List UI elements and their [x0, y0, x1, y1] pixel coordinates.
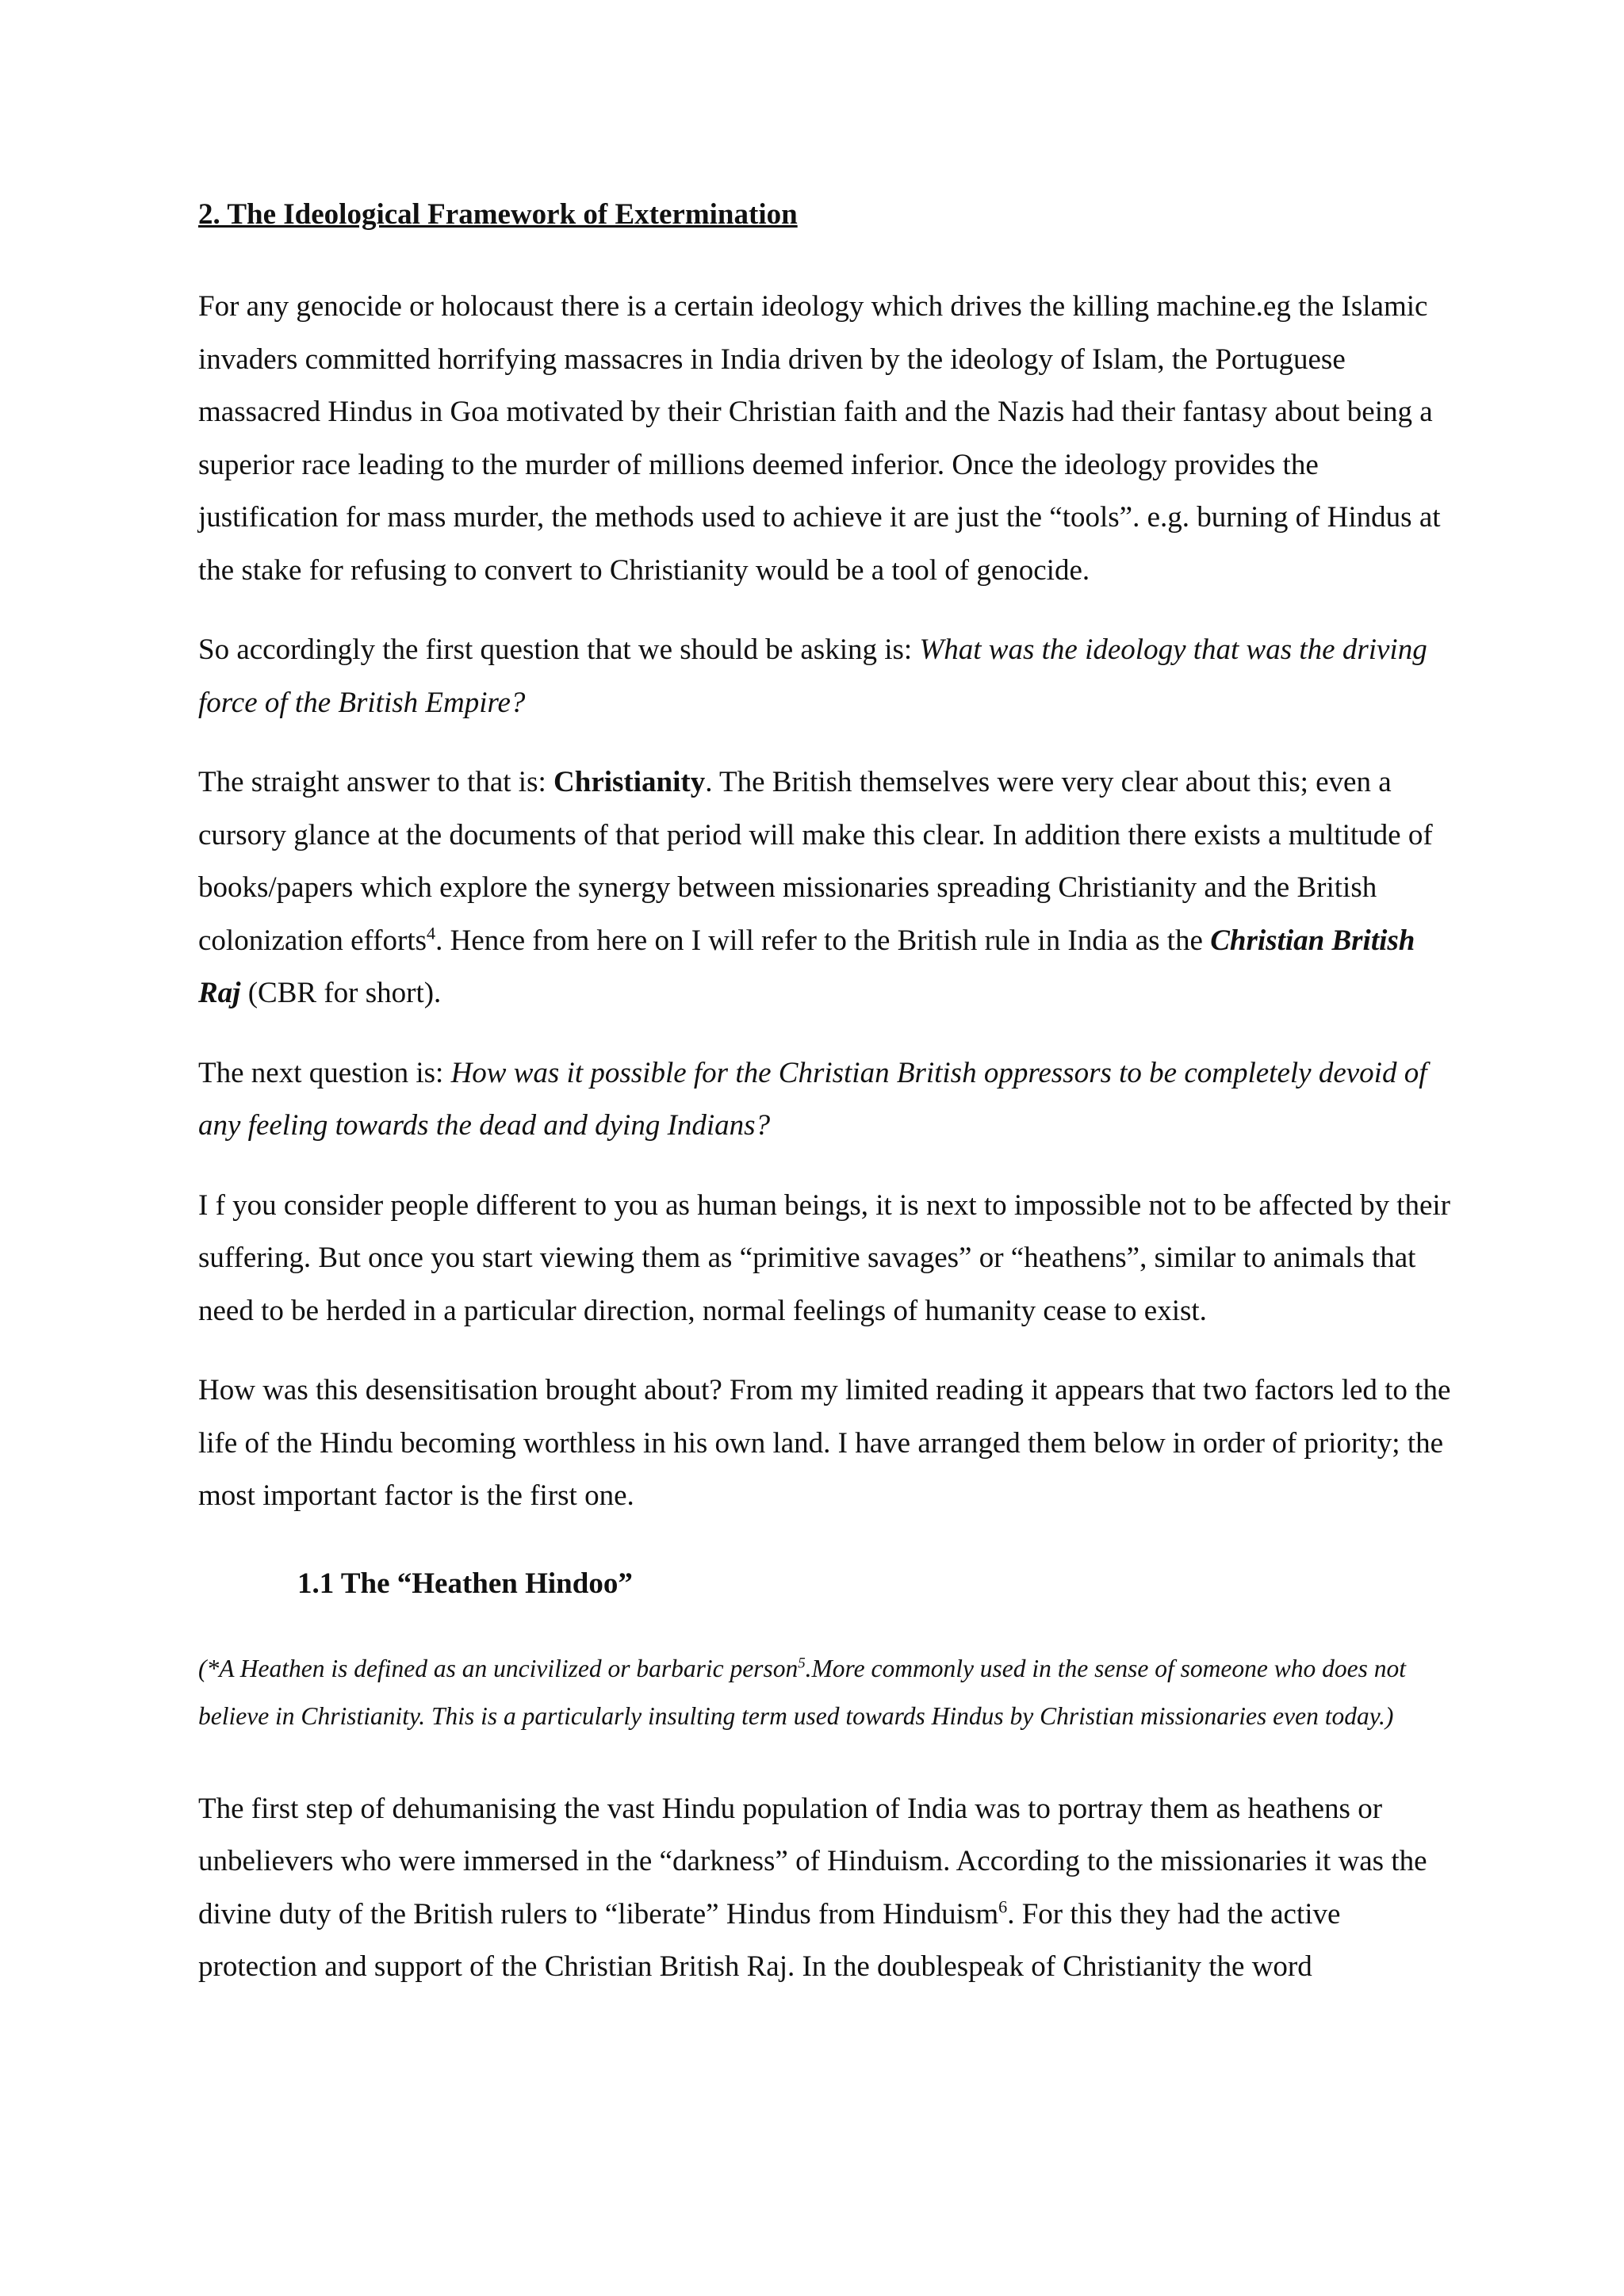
- emphasis-cbr: Christian British Raj: [198, 924, 1415, 1009]
- paragraph-text: The next question is:: [198, 1056, 451, 1089]
- footnote-ref-6[interactable]: 6: [998, 1896, 1008, 1917]
- paragraph-desensitisation: [198, 1364, 1451, 1523]
- paragraph-first-question: [198, 624, 1451, 729]
- paragraph-text: . The British themselves were very clear about this; even a cursory glance at the documents of that period will make this clear. In addition there exists a multitude of books/papers which explore the synergy between missionaries spreading Christianity and the British colonization efforts: [198, 766, 1433, 957]
- paragraph-text: For any genocide or holocaust there is a certain ideology which drives the killing machine.eg the Islamic invaders committed horrifying massacres in India driven by the ideology of Islam, the Portuguese massacred Hindus in Goa motivated by their Christian faith and the Nazis had their fantasy about being a superior race leading to the murder of millions deemed inferior. Once the ideology provides the justification for mass murder, the methods used to achieve it are just the “tools”. e.g. burning of Hindus at the stake for refusing to convert to Christianity would be a tool of genocide.: [198, 290, 1441, 587]
- document-page: [198, 189, 1451, 2021]
- paragraph-text: So accordingly the first question that we should be asking is:: [198, 633, 920, 666]
- paragraph-christianity-answer: [198, 756, 1451, 1020]
- paragraph-text: The straight answer to that is:: [198, 766, 554, 798]
- footnote-ref-4[interactable]: 4: [427, 923, 436, 943]
- paragraph-text: (CBR for short).: [240, 977, 442, 1009]
- paragraph-human-beings: [198, 1180, 1451, 1338]
- question-text: How was it possible for the Christian British oppressors to be completely devoid of any feeling towards the dead and dying Indians?: [198, 1056, 1427, 1142]
- heathen-definition-note: [198, 1645, 1451, 1740]
- paragraph-text: How was this desensitisation brought about? From my limited reading it appears that two factors led to the life of the Hindu becoming worthless in his own land. I have arranged them below in order of priority; the most important factor is the first one.: [198, 1374, 1451, 1512]
- paragraph-next-question: [198, 1047, 1451, 1153]
- section-heading: 2. The Ideological Framework of Extermination: [198, 198, 798, 231]
- subsection-heading: 1.1 The “Heathen Hindoo”: [297, 1567, 633, 1600]
- paragraph-text: The first step of dehumanising the vast Hindu population of India was to portray them as heathens or unbelievers who were immersed in the “darkness” of Hinduism. According to the missionaries it was the divine duty of the British rulers to “liberate” Hindus from Hinduism: [198, 1792, 1427, 1931]
- note-text: (*A Heathen is defined as an uncivilized or barbaric person: [198, 1654, 799, 1682]
- paragraph-text: . Hence from here on I will refer to the British rule in India as the: [435, 924, 1211, 957]
- paragraph-text: . For this they had the active protection and support of the Christian British Raj. In the doublespeak of Christianity the word: [198, 1897, 1341, 1983]
- paragraph-text: I f you consider people different to you as human beings, it is next to impossible not to be affected by their suffering. But once you start viewing them as “primitive savages” or “heathens”, similar to animals that need to be herded in a particular direction, normal feelings of humanity cease to exist.: [198, 1188, 1451, 1327]
- emphasis-christianity: Christianity: [553, 766, 706, 798]
- note-text: .More commonly used in the sense of someone who does not believe in Christianity. This is a particularly insulting term used towards Hindus by Christian missionaries even today.): [198, 1654, 1406, 1730]
- paragraph-dehumanising: [198, 1783, 1451, 1994]
- question-text: What was the ideology that was the driving force of the British Empire?: [198, 633, 1427, 719]
- paragraph-ideology-genocide: [198, 281, 1451, 597]
- footnote-ref-5[interactable]: 5: [798, 1655, 806, 1671]
